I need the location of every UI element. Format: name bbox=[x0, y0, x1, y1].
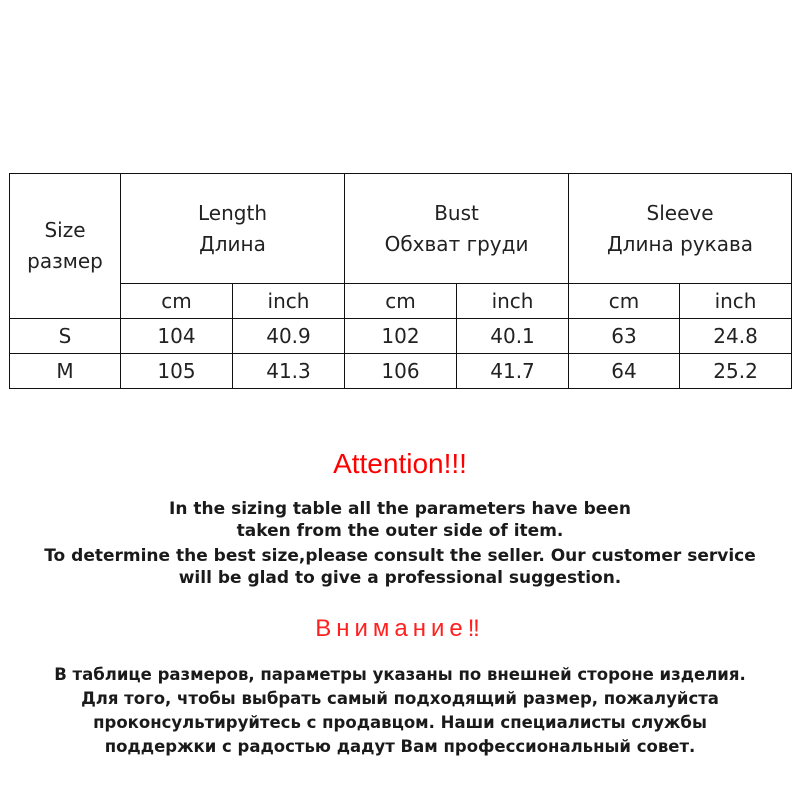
length-header-cell bbox=[121, 174, 345, 284]
notice-line: To determine the best size,please consult the seller. Our customer service bbox=[44, 546, 756, 566]
value-cell: 40.9 bbox=[233, 319, 345, 354]
notice-en-paragraph-1 bbox=[0, 498, 800, 542]
value-cell: 102 bbox=[345, 319, 457, 354]
length-header-ru: Длина bbox=[199, 231, 266, 256]
size-cell: S bbox=[10, 319, 121, 354]
length-header-en: Length bbox=[198, 200, 267, 225]
value-cell: 24.8 bbox=[680, 319, 792, 354]
size-header-ru: размер bbox=[27, 249, 103, 273]
table-row bbox=[10, 354, 792, 389]
notice-line: поддержки с радостью дадут Вам профессиональный совет. bbox=[104, 737, 696, 756]
notice-line: В таблице размеров, параметры указаны по внешней стороне изделия. bbox=[54, 665, 746, 684]
notice-line: taken from the outer side of item. bbox=[236, 521, 564, 541]
notice-line: will be glad to give a professional suggestion. bbox=[178, 568, 622, 588]
bust-header-ru: Обхват груди bbox=[384, 231, 529, 256]
value-cell: 105 bbox=[121, 354, 233, 389]
sleeve-header-en: Sleeve bbox=[646, 200, 714, 225]
size-header-en: Size bbox=[44, 218, 86, 242]
table-header-row bbox=[10, 174, 792, 284]
bust-header-cell bbox=[345, 174, 569, 284]
attention-title-en: Attention!!! bbox=[333, 448, 467, 479]
unit-cell: cm bbox=[569, 284, 680, 319]
sleeve-header-ru: Длина рукава bbox=[607, 231, 754, 256]
unit-cell: inch bbox=[680, 284, 792, 319]
table-row bbox=[10, 319, 792, 354]
bust-header-en: Bust bbox=[434, 200, 479, 225]
value-cell: 63 bbox=[569, 319, 680, 354]
value-cell: 40.1 bbox=[457, 319, 569, 354]
notice-line: проконсультируйтесь с продавцом. Наши специалисты службы bbox=[93, 713, 707, 732]
notice-line: In the sizing table all the parameters have been bbox=[169, 499, 631, 519]
unit-cell: cm bbox=[345, 284, 457, 319]
unit-cell: inch bbox=[233, 284, 345, 319]
value-cell: 106 bbox=[345, 354, 457, 389]
value-cell: 104 bbox=[121, 319, 233, 354]
notice-en-paragraph-2 bbox=[0, 545, 800, 589]
value-cell: 41.3 bbox=[233, 354, 345, 389]
size-cell: M bbox=[10, 354, 121, 389]
notice-line: Для того, чтобы выбрать самый подходящий размер, пожалуйста bbox=[81, 689, 719, 708]
notice-ru-paragraph bbox=[0, 663, 800, 759]
value-cell: 41.7 bbox=[457, 354, 569, 389]
size-header-cell bbox=[10, 174, 121, 319]
attention-title-ru: Внимание‼ bbox=[315, 615, 485, 642]
value-cell: 25.2 bbox=[680, 354, 792, 389]
table-unit-row bbox=[10, 284, 792, 319]
unit-cell: inch bbox=[457, 284, 569, 319]
size-table bbox=[9, 173, 792, 389]
unit-cell: cm bbox=[121, 284, 233, 319]
sleeve-header-cell bbox=[569, 174, 792, 284]
value-cell: 64 bbox=[569, 354, 680, 389]
